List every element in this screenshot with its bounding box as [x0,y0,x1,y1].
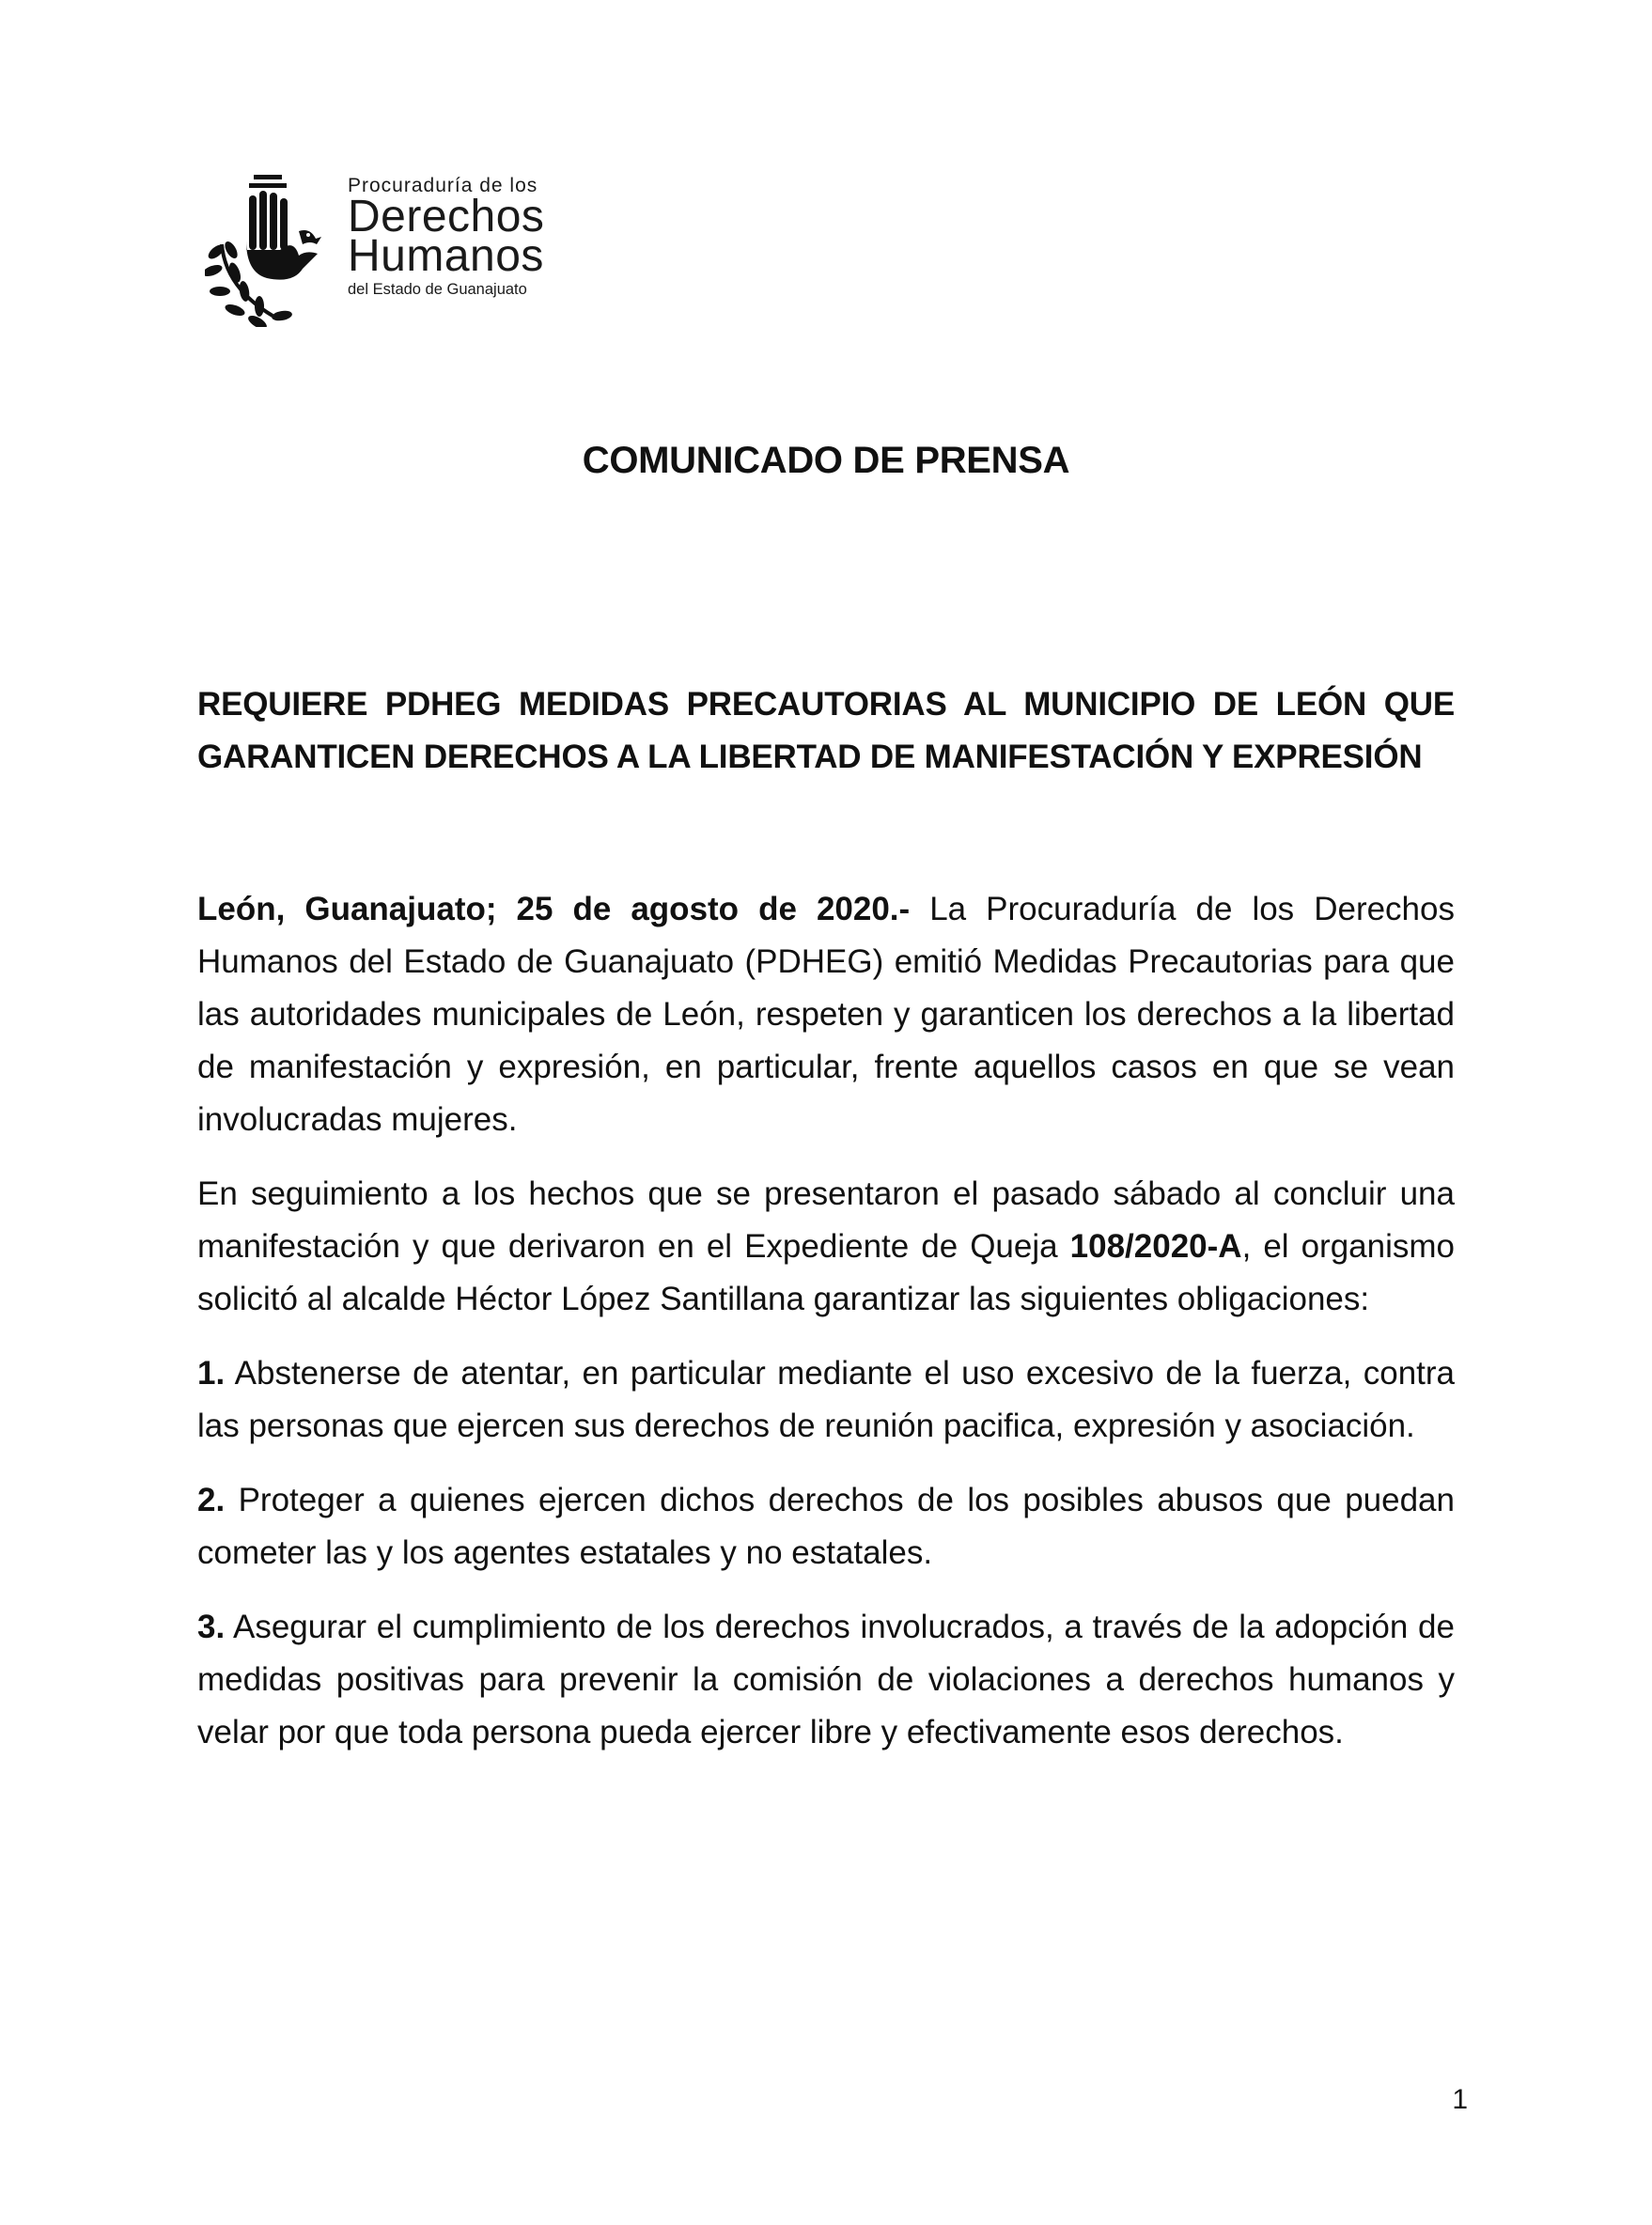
logo-line-4: del Estado de Guanajuato [348,281,527,298]
pdheg-logo [205,175,562,327]
list-item-number: 3. [197,1609,226,1645]
document-body [197,883,1455,1781]
paragraph-2-after: , el organismo solicitó al alcalde Héctor López Santillana garantizar las siguientes obligaciones: [197,1228,1455,1317]
list-item [197,1601,1455,1759]
page-number: 1 [1452,2084,1468,2115]
hand-and-dove-emblem-icon [205,175,346,327]
list-item-number: 2. [197,1482,226,1518]
press-headline: REQUIERE PDHEG MEDIDAS PRECAUTORIAS AL MUNICIPIO DE LEÓN QUE GARANTICEN DERECHOS A LA LIBERTAD DE MANIFESTACIÓN Y EXPRESIÓN [197,686,1455,775]
paragraph-2-before: En seguimiento a los hechos que se presentaron el pasado sábado al concluir una manifestación y que derivaron en el Expediente de Queja [197,1175,1455,1265]
logo-line-3: Humanos [348,231,544,281]
logo-line-2: Derechos [348,192,545,241]
list-item-text: Proteger a quienes ejercen dichos derechos de los posibles abusos que puedan cometer las y los agentes estatales y no estatales. [197,1482,1455,1571]
document-title: COMUNICADO DE PRENSA [582,440,1070,481]
list-item-text: Asegurar el cumplimiento de los derechos involucrados, a través de la adopción de medidas positivas para prevenir la comisión de violaciones a derechos humanos y velar por que toda persona pueda ejercer libre y efectivamente esos derechos. [197,1609,1455,1750]
list-item [197,1474,1455,1579]
list-item-text: Abstenerse de atentar, en particular mediante el uso excesivo de la fuerza, contra las personas que ejercen sus derechos de reunión pacifica, expresión y asociación. [197,1355,1455,1444]
list-item-number: 1. [197,1355,226,1392]
paragraph-1 [197,883,1455,1146]
paragraph-2 [197,1168,1455,1326]
logo-wordmark [348,175,544,299]
complaint-file-number: 108/2020-A [1069,1228,1242,1265]
paragraph-1-text: La Procuraduría de los Derechos Humanos del Estado de Guanajuato (PDHEG) emitió Medidas Precautorias para que las autoridades municipales de León, respeten y garanticen los derechos a la libertad de manifestación y expresión, en particular, frente aquellos casos en que se vean involucradas mujeres. [197,891,1455,1138]
list-item [197,1347,1455,1453]
dateline: León, Guanajuato; 25 de agosto de 2020.- [197,891,911,927]
logo-line-1: Procuraduría de los [348,175,538,196]
